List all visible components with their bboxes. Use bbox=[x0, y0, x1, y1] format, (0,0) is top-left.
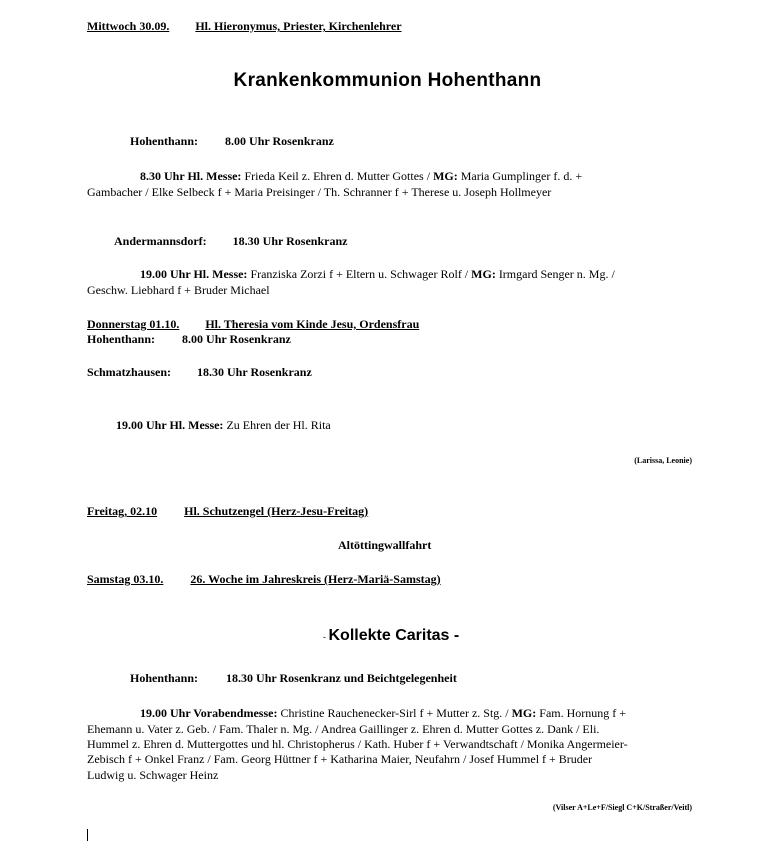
mass-intention bbox=[116, 418, 331, 432]
day-header-thursday bbox=[87, 317, 419, 331]
mass-intention-continued: Zebisch f + Onkel Franz / Fam. Georg Hüttner f + Katharina Maier, Neufahrn / Josef Hummel f + Bruder bbox=[87, 752, 593, 766]
day-header-friday bbox=[87, 504, 368, 518]
mg-text: Irmgard Senger n. Mg. / bbox=[495, 267, 615, 281]
text-cursor bbox=[87, 829, 88, 841]
day-date: Mittwoch 30.09. bbox=[87, 19, 170, 33]
mass-text: Frieda Keil z. Ehren d. Mutter Gottes / bbox=[241, 169, 434, 183]
location-line bbox=[114, 234, 347, 248]
service-time: 8.00 Uhr Rosenkranz bbox=[225, 134, 334, 148]
location-name: Hohenthann: bbox=[87, 332, 156, 346]
collection-note bbox=[323, 626, 459, 647]
mass-intention-continued: Ludwig u. Schwager Heinz bbox=[87, 768, 219, 782]
ministrants-note: (Larissa, Leonie) bbox=[634, 456, 692, 465]
location-name: Hohenthann: bbox=[130, 134, 199, 148]
day-header-wednesday bbox=[87, 19, 402, 33]
special-event: Altöttingwallfahrt bbox=[338, 538, 432, 552]
mass-intention-continued: Hummel z. Ehren d. Muttergottes und hl. Christopherus / Kath. Huber f + Verwandtschaft / Monika Angermeier- bbox=[87, 737, 628, 751]
mg-label: MG: bbox=[471, 267, 496, 281]
mass-intention-continued: Gambacher / Elke Selbeck f + Maria Preisinger / Th. Schranner f + Therese u. Joseph Hollmeyer bbox=[87, 185, 552, 199]
mass-text: Christine Rauchenecker-Sirl f + Mutter z. Stg. / bbox=[277, 706, 512, 720]
day-saint: Hl. Hieronymus, Priester, Kirchenlehrer bbox=[195, 19, 402, 33]
day-saint: Hl. Schutzengel (Herz-Jesu-Freitag) bbox=[184, 504, 369, 518]
section-title: Krankenkommunion Hohenthann bbox=[233, 70, 542, 91]
mass-heading: 19.00 Uhr Hl. Messe: bbox=[116, 418, 224, 432]
day-saint: Hl. Theresia vom Kinde Jesu, Ordensfrau bbox=[205, 317, 420, 331]
mass-intention-continued: Geschw. Liebhard f + Bruder Michael bbox=[87, 283, 270, 297]
service-time: 18.30 Uhr Rosenkranz bbox=[197, 365, 312, 379]
mg-label: MG: bbox=[511, 706, 537, 720]
day-date: Samstag 03.10. bbox=[87, 572, 164, 586]
mass-intention bbox=[140, 169, 582, 183]
location-name: Schmatzhausen: bbox=[87, 365, 172, 379]
service-time: 8.00 Uhr Rosenkranz bbox=[182, 332, 291, 346]
ministrants-note: (Vilser A+Le+F/Siegl C+K/Straßer/Veitl) bbox=[552, 803, 692, 812]
location-line bbox=[130, 134, 334, 148]
mass-heading: 19.00 Uhr Vorabendmesse: bbox=[140, 706, 278, 720]
service-time: 18.30 Uhr Rosenkranz und Beichtgelegenheit bbox=[226, 671, 457, 685]
day-date: Freitag, 02.10 bbox=[87, 504, 158, 518]
collection-dash: - bbox=[323, 632, 329, 642]
day-saint: 26. Woche im Jahreskreis (Herz-Mariä-Samstag) bbox=[190, 572, 441, 586]
day-header-saturday bbox=[87, 572, 441, 586]
collection-text: Kollekte Caritas - bbox=[328, 627, 460, 644]
mass-intention bbox=[140, 706, 626, 720]
location-line bbox=[87, 332, 291, 346]
mass-intention-continued: Ehemann u. Vater z. Geb. / Fam. Thaler n. Mg. / Andrea Gaillinger z. Ehren d. Mutter Gottes z. Dank / Eli. bbox=[87, 722, 600, 736]
mass-heading: 19.00 Uhr Hl. Messe: bbox=[140, 267, 248, 281]
mass-text: Franziska Zorzi f + Eltern u. Schwager Rolf / bbox=[247, 267, 472, 281]
mg-text: Fam. Hornung f + bbox=[536, 706, 627, 720]
mg-label: MG: bbox=[433, 169, 458, 183]
location-name: Hohenthann: bbox=[130, 671, 199, 685]
mass-heading: 8.30 Uhr Hl. Messe: bbox=[140, 169, 242, 183]
mass-text: Zu Ehren der Hl. Rita bbox=[223, 418, 331, 432]
location-name: Andermannsdorf: bbox=[114, 234, 207, 248]
location-line bbox=[87, 365, 312, 379]
day-date: Donnerstag 01.10. bbox=[87, 317, 180, 331]
service-time: 18.30 Uhr Rosenkranz bbox=[232, 234, 348, 248]
mass-intention bbox=[140, 267, 615, 281]
location-line bbox=[130, 671, 457, 685]
mg-text: Maria Gumplinger f. d. + bbox=[457, 169, 583, 183]
